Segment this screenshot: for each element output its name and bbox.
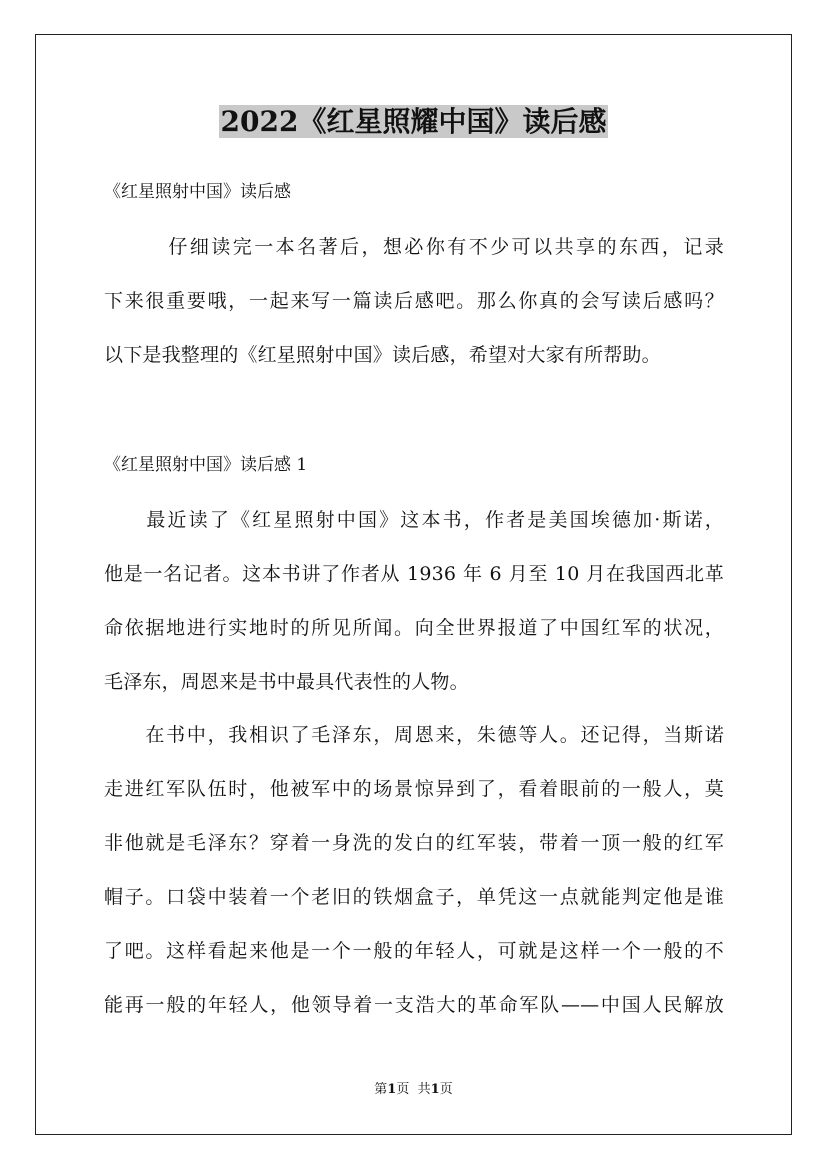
section1-p1-line-1: 最近读了《红星照射中国》这本书，作者是美国埃德加·斯诺， bbox=[104, 509, 724, 531]
total-label-prefix: 共 bbox=[417, 1082, 431, 1097]
intro-line-1: 仔细读完一本名著后，想必你有不少可以共享的东西，记录 bbox=[104, 236, 724, 258]
section1-heading: 《红星照射中国》读后感 1 bbox=[104, 455, 308, 475]
section1-p1-line-2: 他是一名记者。这本书讲了作者从 1936 年 6 月至 10 月在我国西北革 bbox=[104, 563, 724, 585]
section1-p1-line-3: 命依据地进行实地时的所见所闻。向全世界报道了中国红军的状况， bbox=[104, 617, 724, 639]
total-pages: 1 bbox=[430, 1082, 440, 1097]
intro-line-2: 下来很重要哦，一起来写一篇读后感吧。那么你真的会写读后感吗？ bbox=[104, 290, 724, 312]
intro-heading: 《红星照射中国》读后感 bbox=[104, 182, 291, 202]
intro-line-3: 以下是我整理的《红星照射中国》读后感，希望对大家有所帮助。 bbox=[104, 344, 661, 366]
section1-p2-line-1: 在书中，我相识了毛泽东，周恩来，朱德等人。还记得，当斯诺 bbox=[104, 724, 724, 746]
section1-p2-line-2: 走进红军队伍时，他被军中的场景惊异到了，看着眼前的一般人，莫 bbox=[104, 778, 724, 800]
section1-p2-line-3: 非他就是毛泽东？穿着一身洗的发白的红军装，带着一顶一般的红军 bbox=[104, 832, 724, 854]
page-number: 1 bbox=[387, 1082, 397, 1097]
page-label-prefix: 第 bbox=[374, 1082, 388, 1097]
page-footer bbox=[0, 1080, 827, 1100]
section1-p2-line-6: 能再一般的年轻人，他领导着一支浩大的革命军队——中国人民解放 bbox=[104, 994, 724, 1016]
document-title bbox=[0, 100, 827, 144]
total-label-suffix: 页 bbox=[439, 1082, 453, 1097]
document-title-text: 2022《红星照耀中国》读后感 bbox=[220, 105, 607, 138]
page-label-suffix: 页 bbox=[396, 1082, 410, 1097]
section1-p2-line-4: 帽子。口袋中装着一个老旧的铁烟盒子，单凭这一点就能判定他是谁 bbox=[104, 886, 724, 908]
section1-p2-line-5: 了吧。这样看起来他是一个一般的年轻人，可就是这样一个一般的不 bbox=[104, 940, 724, 962]
section1-p1-line-4: 毛泽东，周恩来是书中最具代表性的人物。 bbox=[104, 671, 469, 693]
